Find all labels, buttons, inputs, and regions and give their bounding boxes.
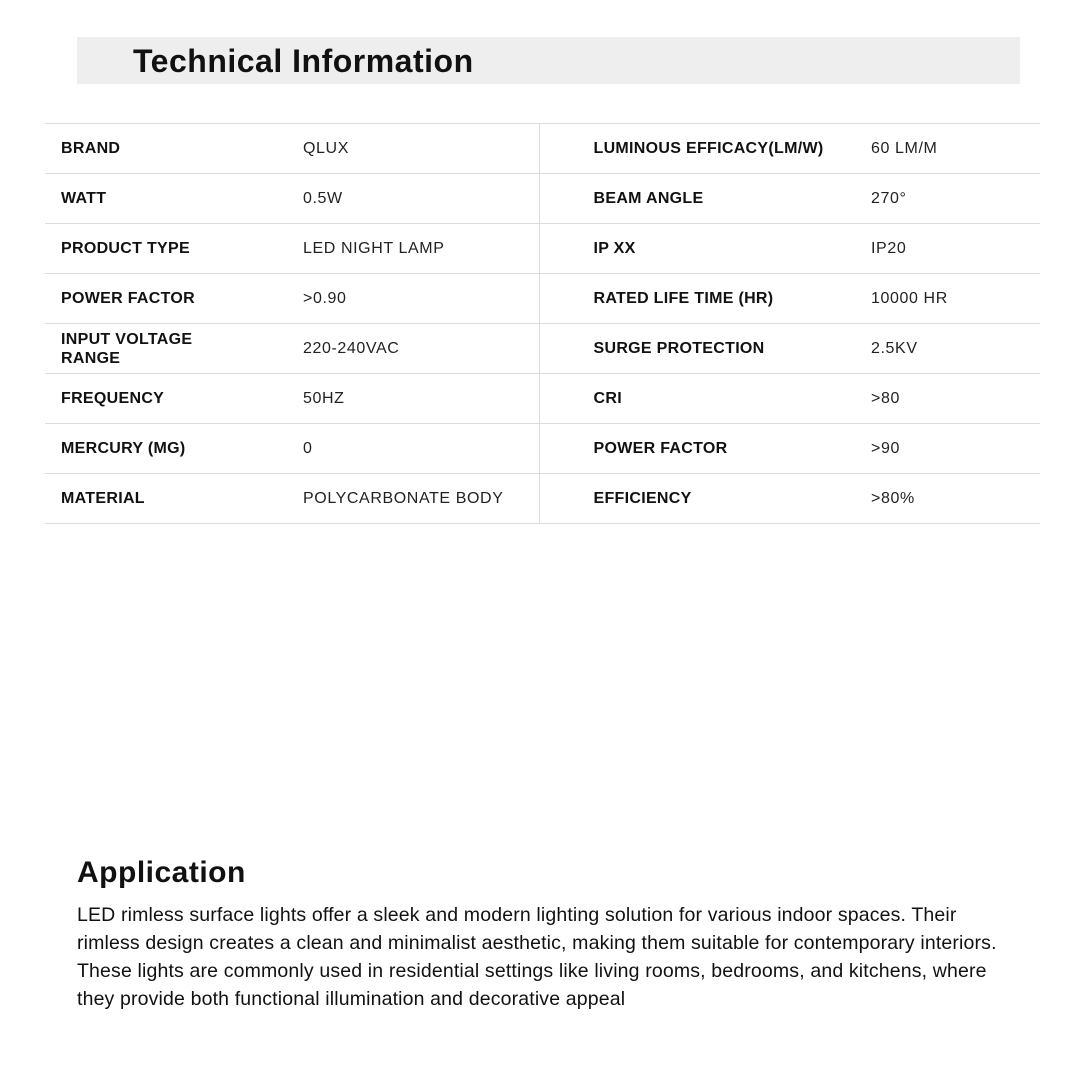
table-row (45, 174, 1040, 224)
spec-label: INPUT VOLTAGE RANGE (45, 324, 303, 374)
spec-value: 10000 HR (871, 274, 1040, 324)
table-row (45, 424, 1040, 474)
title-bar (77, 37, 1020, 84)
spec-value: >0.90 (303, 274, 539, 324)
spec-value: 0 (303, 424, 539, 474)
spec-label: BRAND (45, 124, 303, 174)
spec-label: BEAM ANGLE (539, 174, 871, 224)
spec-label: POWER FACTOR (45, 274, 303, 324)
spec-label: LUMINOUS EFFICACY(LM/W) (539, 124, 871, 174)
spec-label: SURGE PROTECTION (539, 324, 871, 374)
spec-value: QLUX (303, 124, 539, 174)
spec-label: IP XX (539, 224, 871, 274)
spec-label: POWER FACTOR (539, 424, 871, 474)
spec-value: 220-240VAC (303, 324, 539, 374)
spec-value: 2.5KV (871, 324, 1040, 374)
application-description: LED rimless surface lights offer a sleek and modern lighting solution for various indoor spaces. Their rimless design creates a clean and minimalist aesthetic, making them suitable for contemporary interiors. These lights are commonly used in residential settings like living rooms, bedrooms, and kitchens, where they provide both functional illumination and decorative appeal (77, 904, 997, 1010)
spec-value: 50HZ (303, 374, 539, 424)
table-row (45, 224, 1040, 274)
spec-label: FREQUENCY (45, 374, 303, 424)
spec-label: MERCURY (MG) (45, 424, 303, 474)
spec-value: >80% (871, 474, 1040, 524)
page-title: Technical Information (133, 43, 474, 79)
application-heading: Application (77, 856, 246, 889)
spec-value: POLYCARBONATE BODY (303, 474, 539, 524)
spec-label: MATERIAL (45, 474, 303, 524)
spec-label: EFFICIENCY (539, 474, 871, 524)
spec-label: WATT (45, 174, 303, 224)
spec-value: IP20 (871, 224, 1040, 274)
spec-value: 0.5W (303, 174, 539, 224)
spec-label: PRODUCT TYPE (45, 224, 303, 274)
spec-value: LED NIGHT LAMP (303, 224, 539, 274)
spec-table (45, 123, 1040, 524)
spec-label: RATED LIFE TIME (HR) (539, 274, 871, 324)
table-row (45, 374, 1040, 424)
spec-value: 270° (871, 174, 1040, 224)
table-row (45, 474, 1040, 524)
table-row (45, 124, 1040, 174)
spec-value: 60 LM/M (871, 124, 1040, 174)
table-row (45, 324, 1040, 374)
table-row (45, 274, 1040, 324)
spec-value: >90 (871, 424, 1040, 474)
spec-value: >80 (871, 374, 1040, 424)
spec-label: CRI (539, 374, 871, 424)
